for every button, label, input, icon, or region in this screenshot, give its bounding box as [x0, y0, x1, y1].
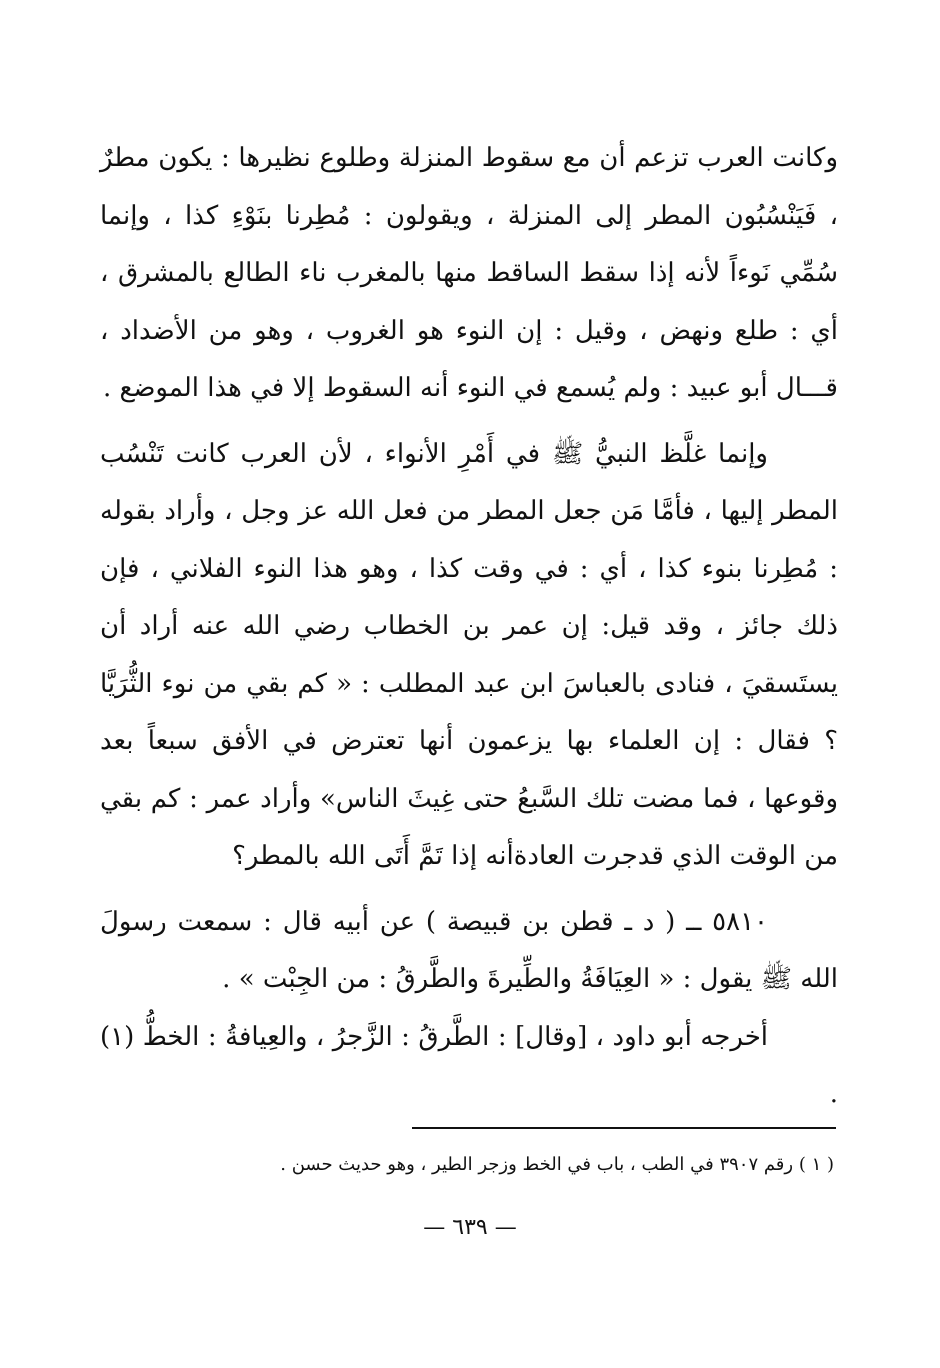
hadith-takhrij: أخرجه أبو داود ، [وقال] : الطَّرقُ : الزَّجرُ ، والعِيافةُ : الخطُّ (١) . [100, 1021, 838, 1109]
footnote-divider [412, 1127, 836, 1129]
hadith-5810: ٥٨١٠ ــ ( د ـ قطن بن قبيصة ) عن أبيه قال : سمعت رسولَ الله ﷺ يقول : « العِيَافَةُ والطِّيرةَ والطَّرقُ : من الجِبْت » . [100, 906, 838, 994]
paragraph-prophet-anwa: وإنما غلَّظ النبيُّ ﷺ في أَمْرِ الأنواء ، لأن العرب كانت تَنْسُب المطر إليها ، فأمَّا مَن جعل المطر من فعل الله عز وجل ، وأراد بقوله : مُطِرنا بنوء كذا ، أي : في وقت كذا ، وهو هذا النوء الفلاني ، فإن ذلك جائز ، وقد قيل: إن عمر بن الخطاب رضي الله عنه أراد أن يستَسقيَ ، فنادى بالعباسَ ابن عبد المطلب : « كم بقي من نوء الثُّرَيَّا ؟ فقال : إن العلماء بها يزعمون أنها تعترض في الأفق سبعاً بعد وقوعها ، فما مضت تلك السَّبعُ حتى غِيثَ الناس» وأراد عمر : كم بقي من الوقت الذي قدجرت العادةأنه إذا تَمَّ أَتَى الله بالمطر؟ [100, 438, 838, 871]
page-number: — ٦٣٩ — [423, 1215, 517, 1240]
paragraph-anwa-intro: وكانت العرب تزعم أن مع سقوط المنزلة وطلوع نظيرها : يكون مطرٌ ، فَيَنْسُبُون المطر إلى المنزلة ، ويقولون : مُطِرنا بنَوْءِ كذا ، وإنما سُمِّي نَوءاً لأنه إذا سقط الساقط منها بالمغرب ناء الطالع بالمشرق ، أي : طلع ونهض ، وقيل : إن النوء هو الغروب ، وهو من الأضداد ، قـــال أبو عبيد : ولم يُسمع في النوء أنه السقوط إلا في هذا الموضع . [100, 143, 838, 403]
footnote-1: ( ١ ) رقم ٣٩٠٧ في الطب ، باب في الخط وزجر الطير ، وهو حديث حسن . [280, 1154, 834, 1175]
main-text-block [100, 130, 838, 1124]
